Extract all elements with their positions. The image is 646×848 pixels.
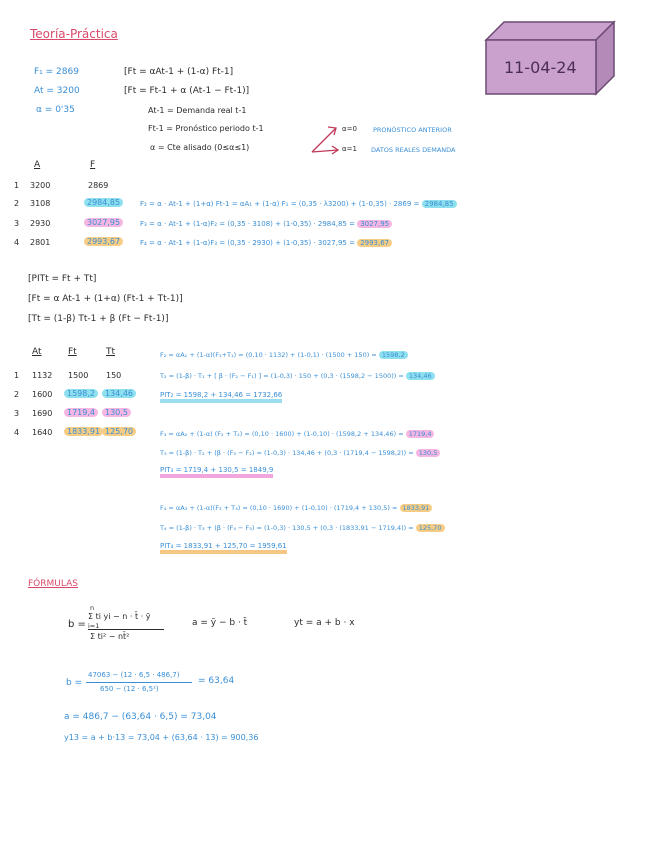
table2-header-a: At [32,347,42,357]
calc2-t2-result: 134,46 [406,372,435,380]
table1-cell-a: 2930 [30,219,51,228]
calc2-t3-result: 130,5 [416,449,441,457]
table1-row-num: 4 [14,238,20,247]
calc2-f2 [160,351,408,359]
formulas-heading: FÓRMULAS [28,579,78,589]
table2-row-num: 1 [14,371,20,380]
given-f1: F₁ = 2869 [34,67,79,77]
def-alpha: α = Cte alisado (0≤α≤1) [150,143,250,152]
calc2-f2-result: 1598,2 [379,351,408,359]
table1-row-num: 1 [14,181,20,190]
table2-header-t: Tt [106,347,116,357]
table2-cell-a: 1690 [32,409,53,418]
calc-f3-result: 3027,95 [357,220,392,228]
calc2-f3-text: F₃ = αA₂ + (1-α) (F₂ + T₂) = (0,10 · 1600) + (1-0,10) · (1598,2 + 134,46) = [160,430,404,438]
calc-f4 [140,239,392,247]
b-sum-top: n [90,604,95,612]
pit-tt-def: [Tt = (1-β) Tt-1 + β (Ft − Ft-1)] [28,314,169,324]
formula-ft-alt: [Ft = Ft-1 + α (At-1 − Ft-1)] [124,86,250,96]
calc2-t2-text: T₂ = (1-β) · T₁ + [ β · (F₂ − F₁) ] = (1-0,3) · 150 + (0,3 · (1598,2 − 1500)) = [160,372,404,380]
calc2-f2-text: F₂ = αA₁ + (1-α)(F₁+T₁) = (0,10 · 1132) + (1-0,1) · (1500 + 150) = [160,351,377,359]
table2-cell-f: 1719,4 [64,408,98,417]
table2-cell-f: 1833,91 [64,427,103,436]
date-label: 11-04-24 [504,58,577,77]
alpha0-desc: PRONÓSTICO ANTERIOR [373,126,452,134]
table2-cell-t: 134,46 [102,389,136,398]
table2-cell-f: 1598,2 [64,389,98,398]
calc-f2-result: 2984,85 [422,200,457,208]
table1-cell-f: 2993,67 [84,237,123,246]
table2-row-num: 2 [14,390,20,399]
table1-cell-a: 2801 [30,238,51,247]
calc2-pit2 [160,391,282,399]
b-calc-fraction-bar [86,682,192,683]
given-alpha: α = 0'35 [36,105,75,115]
b-fraction-bar [88,629,164,630]
table1-header-a: A [34,160,41,170]
table1-cell-a: 3200 [30,181,51,190]
table2-cell-t: 125,70 [102,427,136,436]
table2-cell-a: 1640 [32,428,53,437]
b-calc-lhs: b = [66,678,83,688]
calc2-f4-text: F₄ = αA₃ + (1-α)(F₃ + T₃) = (0,10 · 1690) + (1-0,10) · (1719,4 + 130,5) = [160,504,398,512]
table2-cell-a: 1132 [32,371,53,380]
calc2-t4-result: 125,70 [416,524,445,532]
alpha0-label: α=0 [342,125,357,133]
calc2-pit4-text: PIT₄ = 1833,91 + 125,70 = 1959,61 [160,542,287,554]
calc2-t4-text: T₄ = (1-β) · T₃ + (β · (F₄ − F₃) = (1-0,3) · 130,5 + (0,3 · (1833,91 − 1719,4)) = [160,524,414,532]
table2-cell-f: 1500 [68,371,89,380]
calc-f3-text: F₃ = α · At-1 + (1-α)F₂ = (0,35 · 3108) + (1-0,35) · 2984,85 = [140,220,355,228]
pit-def: [PITt = Ft + Tt] [28,274,97,284]
b-calc-denominator: 650 − (12 · 6,5²) [100,685,159,693]
calc2-pit3-text: PIT₃ = 1719,4 + 130,5 = 1849,9 [160,466,273,478]
b-lhs: b = [68,619,86,630]
table1-header-f: F [90,160,96,170]
table2-row-num: 3 [14,409,20,418]
yt-formula: yt = a + b · x [294,618,355,628]
calc2-f4-result: 1833,91 [400,504,433,512]
y13-calc: y13 = a + b·13 = 73,04 + (63,64 · 13) = 900,36 [64,733,259,742]
table1-row-num: 2 [14,199,20,208]
table1-cell-f: 2869 [88,181,109,190]
calc2-t2 [160,372,435,380]
table2-cell-t: 130,5 [102,408,131,417]
calc-f4-text: F₄ = α · At-1 + (1-α)F₃ = (0,35 · 2930) + (1-0,35) · 3027,95 = [140,239,355,247]
table2-cell-a: 1600 [32,390,53,399]
calc-f4-result: 2993,67 [357,239,392,247]
def-ft1: Ft-1 = Pronóstico periodo t-1 [148,124,264,133]
calc-f2-text: F₂ = α · At-1 + (1+α) Ft-1 = αA₁ + (1-α) F₁ = (0,35 · λ3200) + (1-0,35) · 2869 = [140,200,420,208]
table2-header-f: Ft [68,347,77,357]
a-formula: a = ȳ − b · t̄ [192,618,248,628]
calc2-f4 [160,504,432,512]
table2-row-num: 4 [14,428,20,437]
table1-cell-f: 3027,95 [84,218,123,227]
calc2-t4 [160,524,445,532]
calc2-t3 [160,449,440,457]
calc2-f3-result: 1719,4 [406,430,435,438]
calc2-f3 [160,430,434,438]
calc2-pit2-text: PIT₂ = 1598,2 + 134,46 = 1732,66 [160,391,282,403]
table2-cell-t: 150 [106,371,122,380]
pit-ft-def: [Ft = α At-1 + (1+α) (Ft-1 + Tt-1)] [28,294,183,304]
b-sum-bot: i=1 [88,622,100,630]
page-title: Teoría-Práctica [30,27,118,41]
b-calc-result: = 63,64 [198,676,235,686]
table1-row-num: 3 [14,219,20,228]
calc-f2 [140,200,457,208]
b-denominator: Σ ti² − nt̄² [90,632,130,641]
formula-ft-def: [Ft = αAt-1 + (1-α) Ft-1] [124,67,234,77]
b-numerator: Σ ti yi − n · t̄ · ȳ [88,612,151,621]
calc2-t3-text: T₃ = (1-β) · T₂ + (β · (F₃ − F₂) = (1-0,3) · 134,46 + (0,3 · (1719,4 − 1598,2)) = [160,449,414,457]
b-calc-numerator: 47063 − (12 · 6,5 · 486,7) [88,671,180,679]
alpha1-label: α=1 [342,145,357,153]
calc-f3 [140,220,392,228]
cube-drawing [482,14,622,96]
date-box [482,14,622,96]
table1-cell-f: 2984,85 [84,198,123,207]
alpha1-desc: DATOS REALES DEMANDA [371,146,456,154]
calc2-pit4 [160,542,287,550]
calc2-pit3 [160,466,273,474]
a-calc: a = 486,7 − (63,64 · 6,5) = 73,04 [64,712,217,722]
branch-arrows [310,122,346,158]
table1-cell-a: 3108 [30,199,51,208]
def-at1: At-1 = Demanda real t-1 [148,106,247,115]
given-at: At = 3200 [34,86,80,96]
